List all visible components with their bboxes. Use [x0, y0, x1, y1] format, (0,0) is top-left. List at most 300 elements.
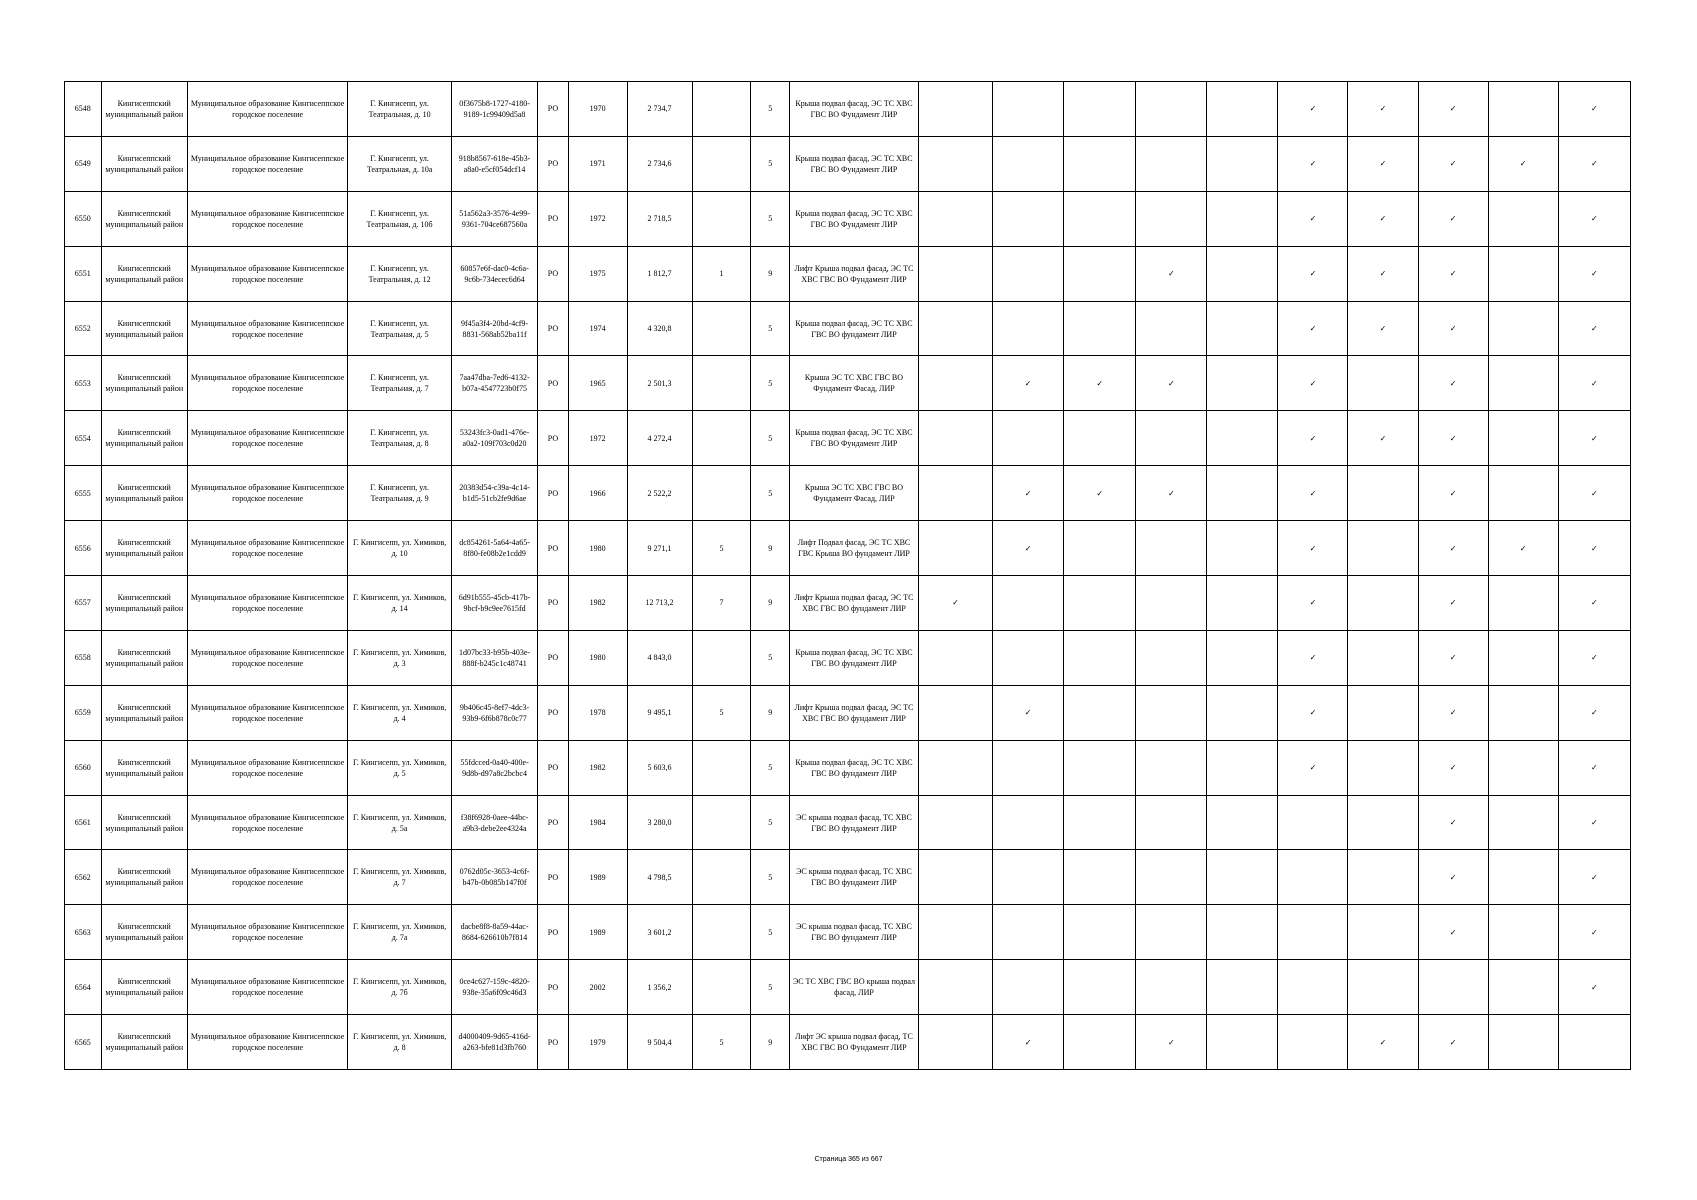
- district-cell: Кингисеппский муниципальный район: [101, 850, 187, 905]
- works-list-cell: Крыша подвал фасад, ЭС ТС ХВС ГВС ВО Фундамент ЛИР: [790, 82, 919, 137]
- works-list-cell: Крыша подвал фасад, ЭС ТС ХВС ГВС ВО фундамент ЛИР: [790, 301, 919, 356]
- work-check-cell: [1207, 795, 1278, 850]
- build-year-cell: 1972: [568, 411, 627, 466]
- work-check-cell: [1064, 795, 1136, 850]
- check-mark-icon: ✓: [1449, 872, 1457, 882]
- work-check-cell: [993, 521, 1064, 576]
- work-check-cell: [1488, 301, 1558, 356]
- work-check-cell: [993, 740, 1064, 795]
- check-mark-icon: ✓: [1449, 763, 1457, 773]
- address-cell: Г. Кингисепп, ул. Химиков, д. 7: [348, 850, 452, 905]
- lift-count-cell: [692, 356, 751, 411]
- check-mark-icon: ✓: [1309, 763, 1317, 773]
- floors-cell: 5: [751, 850, 790, 905]
- work-check-cell: [1207, 191, 1278, 246]
- work-check-cell: [1418, 246, 1488, 301]
- work-check-cell: [1558, 521, 1630, 576]
- table-row: [65, 246, 1631, 301]
- house-guid-cell: 6d91b555-45cb-417b-9bcf-b9c9ee7615fd: [451, 576, 537, 631]
- municipality-cell: Муниципальное образование Кингисеппское городское поселение: [187, 960, 347, 1015]
- row-number: 6563: [65, 905, 102, 960]
- fund-form-cell: РО: [538, 685, 568, 740]
- work-check-cell: [1278, 905, 1348, 960]
- check-mark-icon: ✓: [1024, 708, 1032, 718]
- work-check-cell: [1348, 301, 1418, 356]
- work-check-cell: [1064, 905, 1136, 960]
- works-list-cell: Крыша подвал фасад, ЭС ТС ХВС ГВС ВО Фундамент ЛИР: [790, 411, 919, 466]
- work-check-cell: [918, 960, 992, 1015]
- work-check-cell: [1278, 685, 1348, 740]
- work-check-cell: [993, 191, 1064, 246]
- district-cell: Кингисеппский муниципальный район: [101, 246, 187, 301]
- table-row: [65, 795, 1631, 850]
- work-check-cell: [1136, 82, 1207, 137]
- lift-count-cell: [692, 136, 751, 191]
- work-check-cell: [918, 246, 992, 301]
- check-mark-icon: ✓: [1096, 488, 1104, 498]
- row-number: 6559: [65, 685, 102, 740]
- work-check-cell: [1558, 850, 1630, 905]
- table-row: [65, 191, 1631, 246]
- work-check-cell: [1064, 136, 1136, 191]
- work-check-cell: [1136, 576, 1207, 631]
- work-check-cell: [1136, 1015, 1207, 1070]
- work-check-cell: [1488, 136, 1558, 191]
- check-mark-icon: ✓: [1309, 104, 1317, 114]
- work-check-cell: [1064, 521, 1136, 576]
- build-year-cell: 1980: [568, 630, 627, 685]
- lift-count-cell: [692, 960, 751, 1015]
- work-check-cell: [1064, 960, 1136, 1015]
- work-check-cell: [1558, 1015, 1630, 1070]
- work-check-cell: [1418, 630, 1488, 685]
- lift-count-cell: [692, 411, 751, 466]
- work-check-cell: [1064, 356, 1136, 411]
- work-check-cell: [918, 576, 992, 631]
- work-check-cell: [1136, 466, 1207, 521]
- work-check-cell: [1348, 740, 1418, 795]
- work-check-cell: [918, 850, 992, 905]
- check-mark-icon: ✓: [1449, 269, 1457, 279]
- district-cell: Кингисеппский муниципальный район: [101, 740, 187, 795]
- address-cell: Г. Кингисепп, ул. Театральная, д. 8: [348, 411, 452, 466]
- table-row: [65, 82, 1631, 137]
- area-cell: 3 601,2: [627, 905, 692, 960]
- area-cell: 9 271,1: [627, 521, 692, 576]
- work-check-cell: [918, 685, 992, 740]
- address-cell: Г. Кингисепп, ул. Театральная, д. 9: [348, 466, 452, 521]
- house-guid-cell: 918b8567-618e-45b3-a8a0-e5cf054dcf14: [451, 136, 537, 191]
- house-guid-cell: dacbe8f8-8a59-44ac-8684-626610b7f814: [451, 905, 537, 960]
- work-check-cell: [1418, 466, 1488, 521]
- row-number: 6556: [65, 521, 102, 576]
- work-check-cell: [1558, 685, 1630, 740]
- lift-count-cell: [692, 466, 751, 521]
- check-mark-icon: ✓: [1309, 214, 1317, 224]
- work-check-cell: [1488, 1015, 1558, 1070]
- check-mark-icon: ✓: [1519, 159, 1527, 169]
- check-mark-icon: ✓: [1024, 488, 1032, 498]
- work-check-cell: [1136, 356, 1207, 411]
- check-mark-icon: ✓: [952, 598, 959, 608]
- lift-count-cell: 1: [692, 246, 751, 301]
- house-guid-cell: 0762d05c-3653-4c6f-b47b-0b085b147f0f: [451, 850, 537, 905]
- fund-form-cell: РО: [538, 466, 568, 521]
- area-cell: 4 798,5: [627, 850, 692, 905]
- row-number: 6554: [65, 411, 102, 466]
- work-check-cell: [1064, 685, 1136, 740]
- floors-cell: 5: [751, 905, 790, 960]
- work-check-cell: [1207, 630, 1278, 685]
- district-cell: Кингисеппский муниципальный район: [101, 630, 187, 685]
- house-guid-cell: 9f45a3f4-20bd-4cf9-8831-568ab52ba11f: [451, 301, 537, 356]
- work-check-cell: [1558, 301, 1630, 356]
- row-number: 6551: [65, 246, 102, 301]
- municipality-cell: Муниципальное образование Кингисеппское городское поселение: [187, 850, 347, 905]
- check-mark-icon: ✓: [1590, 927, 1598, 937]
- table-row: [65, 411, 1631, 466]
- address-cell: Г. Кингисепп, ул. Химиков, д. 7б: [348, 960, 452, 1015]
- municipality-cell: Муниципальное образование Кингисеппское городское поселение: [187, 411, 347, 466]
- work-check-cell: [1558, 356, 1630, 411]
- works-list-cell: Лифт Подвал фасад, ЭС ТС ХВС ГВС Крыша ВО фундамент ЛИР: [790, 521, 919, 576]
- work-check-cell: [1418, 740, 1488, 795]
- check-mark-icon: ✓: [1167, 269, 1175, 279]
- work-check-cell: [1136, 795, 1207, 850]
- check-mark-icon: ✓: [1449, 433, 1457, 443]
- build-year-cell: 1970: [568, 82, 627, 137]
- check-mark-icon: ✓: [1590, 433, 1598, 443]
- check-mark-icon: ✓: [1309, 708, 1317, 718]
- check-mark-icon: ✓: [1449, 598, 1457, 608]
- fund-form-cell: РО: [538, 411, 568, 466]
- check-mark-icon: ✓: [1379, 159, 1387, 169]
- work-check-cell: [1064, 82, 1136, 137]
- build-year-cell: 1989: [568, 850, 627, 905]
- check-mark-icon: ✓: [1449, 543, 1457, 553]
- municipality-cell: Муниципальное образование Кингисеппское городское поселение: [187, 246, 347, 301]
- work-check-cell: [1064, 301, 1136, 356]
- work-check-cell: [1558, 411, 1630, 466]
- works-list-cell: ЭС ТС ХВС ГВС ВО крыша подвал фасад, ЛИР: [790, 960, 919, 1015]
- check-mark-icon: ✓: [1449, 104, 1457, 114]
- check-mark-icon: ✓: [1590, 159, 1598, 169]
- district-cell: Кингисеппский муниципальный район: [101, 136, 187, 191]
- table-row: [65, 356, 1631, 411]
- work-check-cell: [1278, 630, 1348, 685]
- area-cell: 1 812,7: [627, 246, 692, 301]
- check-mark-icon: ✓: [1590, 269, 1598, 279]
- works-list-cell: Лифт Крыша подвал фасад, ЭС ТС ХВС ГВС ВО фундамент ЛИР: [790, 576, 919, 631]
- fund-form-cell: РО: [538, 246, 568, 301]
- house-guid-cell: dc854261-5a64-4a65-8f80-fe08b2e1cdd9: [451, 521, 537, 576]
- row-number: 6562: [65, 850, 102, 905]
- works-list-cell: Лифт Крыша подвал фасад, ЭС ТС ХВС ГВС ВО фундамент ЛИР: [790, 685, 919, 740]
- register-table-container: [64, 81, 1631, 1070]
- build-year-cell: 1989: [568, 905, 627, 960]
- area-cell: 5 603,6: [627, 740, 692, 795]
- work-check-cell: [918, 521, 992, 576]
- work-check-cell: [1488, 740, 1558, 795]
- check-mark-icon: ✓: [1519, 543, 1527, 553]
- row-number: 6549: [65, 136, 102, 191]
- address-cell: Г. Кингисепп, ул. Театральная, д. 10: [348, 82, 452, 137]
- floors-cell: 5: [751, 466, 790, 521]
- address-cell: Г. Кингисепп, ул. Химиков, д. 7а: [348, 905, 452, 960]
- work-check-cell: [1136, 685, 1207, 740]
- work-check-cell: [1558, 630, 1630, 685]
- work-check-cell: [1418, 1015, 1488, 1070]
- work-check-cell: [1278, 576, 1348, 631]
- work-check-cell: [1348, 685, 1418, 740]
- house-guid-cell: f38f6928-0aee-44bc-a9b3-debe2ee4324a: [451, 795, 537, 850]
- municipality-cell: Муниципальное образование Кингисеппское городское поселение: [187, 795, 347, 850]
- house-guid-cell: 51a562a3-3576-4e99-9361-704ce687560a: [451, 191, 537, 246]
- table-row: [65, 301, 1631, 356]
- work-check-cell: [1064, 411, 1136, 466]
- municipality-cell: Муниципальное образование Кингисеппское городское поселение: [187, 301, 347, 356]
- municipality-cell: Муниципальное образование Кингисеппское городское поселение: [187, 905, 347, 960]
- row-number: 6555: [65, 466, 102, 521]
- work-check-cell: [1064, 850, 1136, 905]
- work-check-cell: [1136, 850, 1207, 905]
- build-year-cell: 1971: [568, 136, 627, 191]
- works-list-cell: Крыша подвал фасад, ЭС ТС ХВС ГВС ВО Фундамент ЛИР: [790, 136, 919, 191]
- address-cell: Г. Кингисепп, ул. Театральная, д. 12: [348, 246, 452, 301]
- lift-count-cell: 5: [692, 1015, 751, 1070]
- work-check-cell: [1488, 466, 1558, 521]
- floors-cell: 5: [751, 82, 790, 137]
- district-cell: Кингисеппский муниципальный район: [101, 356, 187, 411]
- area-cell: 12 713,2: [627, 576, 692, 631]
- work-check-cell: [1348, 795, 1418, 850]
- floors-cell: 5: [751, 411, 790, 466]
- work-check-cell: [993, 356, 1064, 411]
- build-year-cell: 1972: [568, 191, 627, 246]
- fund-form-cell: РО: [538, 521, 568, 576]
- work-check-cell: [993, 905, 1064, 960]
- work-check-cell: [1488, 795, 1558, 850]
- work-check-cell: [1278, 521, 1348, 576]
- check-mark-icon: ✓: [1590, 818, 1598, 828]
- floors-cell: 5: [751, 191, 790, 246]
- check-mark-icon: ✓: [1309, 488, 1317, 498]
- house-guid-cell: 9b406c45-8ef7-4dc3-93b9-6f6b878c0c77: [451, 685, 537, 740]
- work-check-cell: [1278, 136, 1348, 191]
- fund-form-cell: РО: [538, 82, 568, 137]
- lift-count-cell: [692, 191, 751, 246]
- lift-count-cell: [692, 850, 751, 905]
- check-mark-icon: ✓: [1590, 653, 1598, 663]
- work-check-cell: [1207, 301, 1278, 356]
- check-mark-icon: ✓: [1449, 818, 1457, 828]
- work-check-cell: [1136, 191, 1207, 246]
- work-check-cell: [1558, 191, 1630, 246]
- check-mark-icon: ✓: [1096, 378, 1104, 388]
- work-check-cell: [1488, 521, 1558, 576]
- table-row: [65, 905, 1631, 960]
- works-list-cell: Крыша ЭС ТС ХВС ГВС ВО Фундамент Фасад, ЛИР: [790, 356, 919, 411]
- works-list-cell: ЭС крыша подвал фасад, ТС ХВС ГВС ВО фундамент ЛИР: [790, 850, 919, 905]
- work-check-cell: [1207, 356, 1278, 411]
- work-check-cell: [1207, 740, 1278, 795]
- floors-cell: 5: [751, 301, 790, 356]
- work-check-cell: [1488, 850, 1558, 905]
- row-number: 6564: [65, 960, 102, 1015]
- municipality-cell: Муниципальное образование Кингисеппское городское поселение: [187, 685, 347, 740]
- work-check-cell: [1348, 521, 1418, 576]
- build-year-cell: 1975: [568, 246, 627, 301]
- district-cell: Кингисеппский муниципальный район: [101, 795, 187, 850]
- work-check-cell: [1418, 411, 1488, 466]
- check-mark-icon: ✓: [1309, 269, 1317, 279]
- check-mark-icon: ✓: [1309, 433, 1317, 443]
- work-check-cell: [1348, 576, 1418, 631]
- work-check-cell: [1488, 246, 1558, 301]
- work-check-cell: [1418, 685, 1488, 740]
- address-cell: Г. Кингисепп, ул. Химиков, д. 5: [348, 740, 452, 795]
- municipality-cell: Муниципальное образование Кингисеппское городское поселение: [187, 630, 347, 685]
- fund-form-cell: РО: [538, 905, 568, 960]
- work-check-cell: [1207, 466, 1278, 521]
- work-check-cell: [1488, 630, 1558, 685]
- check-mark-icon: ✓: [1449, 927, 1457, 937]
- floors-cell: 5: [751, 630, 790, 685]
- work-check-cell: [1278, 246, 1348, 301]
- works-list-cell: Крыша подвал фасад, ЭС ТС ХВС ГВС ВО Фундамент ЛИР: [790, 191, 919, 246]
- row-number: 6548: [65, 82, 102, 137]
- work-check-cell: [1136, 411, 1207, 466]
- check-mark-icon: ✓: [1024, 1037, 1032, 1047]
- work-check-cell: [1064, 246, 1136, 301]
- address-cell: Г. Кингисепп, ул. Театральная, д. 7: [348, 356, 452, 411]
- work-check-cell: [1558, 576, 1630, 631]
- build-year-cell: 1966: [568, 466, 627, 521]
- floors-cell: 9: [751, 521, 790, 576]
- work-check-cell: [993, 960, 1064, 1015]
- work-check-cell: [1418, 82, 1488, 137]
- work-check-cell: [1348, 466, 1418, 521]
- floors-cell: 9: [751, 246, 790, 301]
- house-guid-cell: 7aa47dba-7ed6-4132-b07a-4547723b0f75: [451, 356, 537, 411]
- fund-form-cell: РО: [538, 850, 568, 905]
- table-body: [65, 82, 1631, 1070]
- house-guid-cell: 20383d54-c39a-4c14-b1d5-51cb2fe9d6ae: [451, 466, 537, 521]
- check-mark-icon: ✓: [1590, 214, 1598, 224]
- work-check-cell: [1558, 905, 1630, 960]
- work-check-cell: [1418, 795, 1488, 850]
- work-check-cell: [993, 576, 1064, 631]
- work-check-cell: [1136, 905, 1207, 960]
- table-row: [65, 850, 1631, 905]
- check-mark-icon: ✓: [1449, 653, 1457, 663]
- district-cell: Кингисеппский муниципальный район: [101, 82, 187, 137]
- floors-cell: 5: [751, 356, 790, 411]
- check-mark-icon: ✓: [1449, 488, 1457, 498]
- row-number: 6557: [65, 576, 102, 631]
- work-check-cell: [1278, 466, 1348, 521]
- work-check-cell: [1207, 246, 1278, 301]
- municipality-cell: Муниципальное образование Кингисеппское городское поселение: [187, 466, 347, 521]
- work-check-cell: [1207, 1015, 1278, 1070]
- row-number: 6550: [65, 191, 102, 246]
- check-mark-icon: ✓: [1449, 324, 1457, 333]
- work-check-cell: [918, 191, 992, 246]
- work-check-cell: [918, 82, 992, 137]
- works-list-cell: Крыша подвал фасад, ЭС ТС ХВС ГВС ВО фундамент ЛИР: [790, 740, 919, 795]
- build-year-cell: 1979: [568, 1015, 627, 1070]
- check-mark-icon: ✓: [1590, 763, 1598, 773]
- work-check-cell: [1348, 82, 1418, 137]
- build-year-cell: 1982: [568, 740, 627, 795]
- check-mark-icon: ✓: [1379, 269, 1387, 279]
- check-mark-icon: ✓: [1024, 543, 1032, 553]
- municipality-cell: Муниципальное образование Кингисеппское городское поселение: [187, 1015, 347, 1070]
- area-cell: 2 718,5: [627, 191, 692, 246]
- work-check-cell: [1278, 850, 1348, 905]
- work-check-cell: [918, 795, 992, 850]
- work-check-cell: [993, 685, 1064, 740]
- floors-cell: 5: [751, 136, 790, 191]
- row-number: 6560: [65, 740, 102, 795]
- table-row: [65, 136, 1631, 191]
- work-check-cell: [1348, 630, 1418, 685]
- area-cell: 2 522,2: [627, 466, 692, 521]
- work-check-cell: [1418, 960, 1488, 1015]
- work-check-cell: [1418, 191, 1488, 246]
- check-mark-icon: ✓: [1590, 982, 1598, 992]
- check-mark-icon: ✓: [1167, 488, 1175, 498]
- house-guid-cell: d4000409-9d65-416d-a263-bfe81d3fb760: [451, 1015, 537, 1070]
- area-cell: 9 504,4: [627, 1015, 692, 1070]
- address-cell: Г. Кингисепп, ул. Химиков, д. 10: [348, 521, 452, 576]
- address-cell: Г. Кингисепп, ул. Химиков, д. 4: [348, 685, 452, 740]
- work-check-cell: [1207, 685, 1278, 740]
- table-row: [65, 740, 1631, 795]
- table-row: [65, 1015, 1631, 1070]
- works-list-cell: Крыша подвал фасад, ЭС ТС ХВС ГВС ВО фундамент ЛИР: [790, 630, 919, 685]
- fund-form-cell: РО: [538, 1015, 568, 1070]
- lift-count-cell: [692, 630, 751, 685]
- work-check-cell: [1488, 905, 1558, 960]
- work-check-cell: [918, 136, 992, 191]
- work-check-cell: [1278, 795, 1348, 850]
- work-check-cell: [993, 850, 1064, 905]
- address-cell: Г. Кингисепп, ул. Театральная, д. 10б: [348, 191, 452, 246]
- municipality-cell: Муниципальное образование Кингисеппское городское поселение: [187, 136, 347, 191]
- work-check-cell: [1278, 960, 1348, 1015]
- work-check-cell: [1348, 356, 1418, 411]
- table-row: [65, 576, 1631, 631]
- build-year-cell: 1965: [568, 356, 627, 411]
- check-mark-icon: ✓: [1309, 653, 1317, 663]
- check-mark-icon: ✓: [1167, 378, 1175, 388]
- work-check-cell: [1207, 850, 1278, 905]
- fund-form-cell: РО: [538, 356, 568, 411]
- work-check-cell: [1136, 136, 1207, 191]
- area-cell: 9 495,1: [627, 685, 692, 740]
- check-mark-icon: ✓: [1379, 1037, 1387, 1047]
- municipality-cell: Муниципальное образование Кингисеппское городское поселение: [187, 82, 347, 137]
- check-mark-icon: ✓: [1590, 324, 1598, 333]
- works-list-cell: Крыша ЭС ТС ХВС ГВС ВО Фундамент Фасад, ЛИР: [790, 466, 919, 521]
- table-row: [65, 630, 1631, 685]
- municipality-cell: Муниципальное образование Кингисеппское городское поселение: [187, 740, 347, 795]
- work-check-cell: [993, 82, 1064, 137]
- work-check-cell: [1558, 136, 1630, 191]
- check-mark-icon: ✓: [1379, 104, 1387, 114]
- check-mark-icon: ✓: [1309, 159, 1317, 169]
